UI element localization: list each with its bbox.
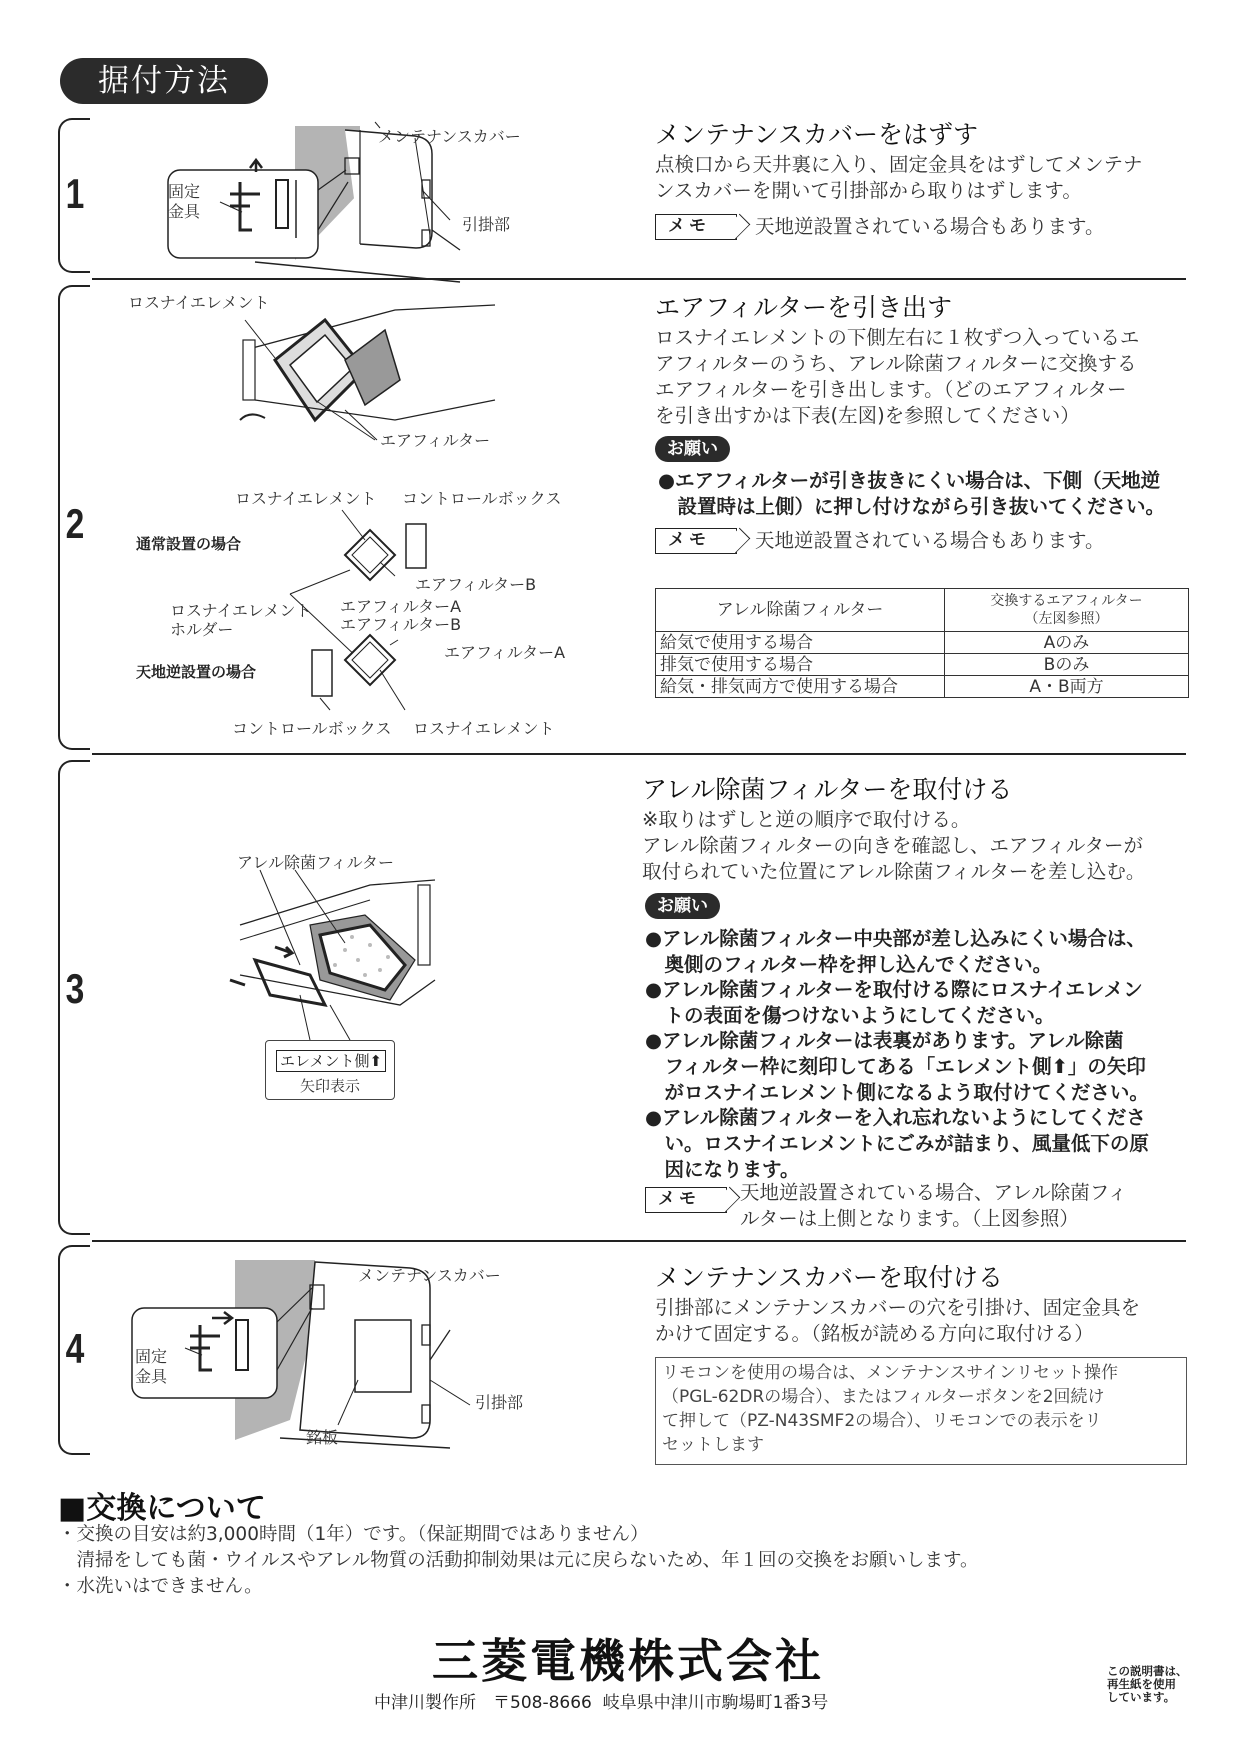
- table-row: [656, 676, 1189, 698]
- step-3-body: ※取りはずしと逆の順序で取付ける。 アレル除菌フィルターの向きを確認し、エアフィルターが 取付られていた位置にアレル除菌フィルターを差し込む。: [642, 808, 1146, 883]
- replacement-line: ・水洗いはできません。: [58, 1576, 263, 1597]
- label-lossnay-element-mid: ロスナイエレメント: [235, 489, 377, 508]
- label-air-filter-b-1: エアフィルターB: [415, 575, 537, 594]
- label-inverted-install: 天地逆設置の場合: [136, 663, 257, 681]
- label-allergen-filter: アレル除菌フィルター: [237, 853, 395, 872]
- step-1-body: 点検口から天井裏に入り、固定金具をはずしてメンテナ ンスカバーを開いて引掛部から取りはずします。: [655, 153, 1143, 202]
- table-cell: 給気・排気両方で使用する場合: [656, 676, 945, 698]
- filter-table: [655, 588, 1189, 698]
- step-1-title: メンテナンスカバーをはずす: [655, 120, 979, 149]
- table-row: [656, 632, 1189, 654]
- step-4-body: 引掛部にメンテナンスカバーの穴を引掛け、固定金具を かけて固定する。（銘板が読める方向に取付ける）: [655, 1296, 1141, 1345]
- label-air-filter-a-2: エアフィルターA: [444, 643, 566, 662]
- label-normal-install: 通常設置の場合: [136, 535, 242, 553]
- step-3-memo-text: 天地逆設置されている場合、アレル除菌フィ ルターは上側となります。（上図参照）: [740, 1181, 1128, 1230]
- table-header-cell: アレル除菌フィルター: [656, 589, 945, 632]
- step-3-onegai-item: ●アレル除菌フィルターを入れ忘れないようにしてくださ い。ロスナイエレメントにごみが詰まり、風量低下の原 因になります。: [645, 1106, 1149, 1181]
- step-3-onegai-item: ●アレル除菌フィルターは表裏があります。アレル除菌 フィルター枠に刻印してある「エレメント側⬆」の矢印 がロスナイエレメント側になるよう取付けてください。: [645, 1029, 1149, 1104]
- label-lossnay-element-top: ロスナイエレメント: [128, 293, 270, 312]
- label-arrow-mark: 矢印表示: [300, 1077, 361, 1095]
- label-maintenance-cover: メンテナンスカバー: [358, 1266, 501, 1285]
- table-cell: Bのみ: [945, 654, 1189, 676]
- step-4-title: メンテナンスカバーを取付ける: [655, 1263, 1004, 1292]
- recycled-paper-note: この説明書は、 再生紙を使用 しています。: [1107, 1664, 1188, 1704]
- table-cell: A・B両方: [945, 676, 1189, 698]
- table-row: [656, 654, 1189, 676]
- label-air-filter-b-2: エアフィルターB: [340, 615, 462, 634]
- label-hook: 引掛部: [462, 215, 511, 234]
- element-side-stamp: エレメント側⬆: [276, 1050, 386, 1072]
- step-2-memo-text: 天地逆設置されている場合もあります。: [755, 529, 1105, 552]
- table-cell: 排気で使用する場合: [656, 654, 945, 676]
- label-air-filter-top: エアフィルター: [380, 431, 491, 450]
- replacement-line: ・交換の目安は約3,000時間（1年）です。（保証期間ではありません）: [58, 1524, 649, 1545]
- factory-address: 中津川製作所 〒508-8666 岐阜県中津川市駒場町1番3号: [374, 1693, 829, 1713]
- label-element-holder: ロスナイエレメント ホルダー: [170, 601, 312, 639]
- label-control-box-bottom: コントロールボックス: [232, 719, 392, 738]
- step-3-number: 3: [65, 965, 85, 1012]
- step-2-onegai-badge: お願い: [655, 436, 730, 462]
- label-control-box-mid: コントロールボックス: [402, 489, 562, 508]
- step-2-body: ロスナイエレメントの下側左右に１枚ずつ入っているエ アフィルターのうち、アレル除菌フィルターに交換する エアフィルターを引き出します。（どのエアフィルター を引き出すかは下表(左図)を参照してください）: [655, 326, 1140, 427]
- label-lossnay-element-bottom: ロスナイエレメント: [413, 719, 555, 738]
- replacement-heading: ■交換について: [58, 1491, 266, 1526]
- step-3-memo-badge: メモ: [645, 1187, 727, 1213]
- step-4-figure: [130, 1260, 550, 1460]
- label-fixing-bracket: 固定 金具: [135, 1347, 168, 1386]
- section-title: 据付方法: [60, 58, 268, 104]
- table-header-row: [656, 589, 1189, 632]
- table-cell: 給気で使用する場合: [656, 632, 945, 654]
- step-3-onegai-item: ●アレル除菌フィルターを取付ける際にロスナイエレメン トの表面を傷つけないようにしてください。: [645, 978, 1143, 1027]
- remote-control-note: リモコンを使用の場合は、メンテナンスサインリセット操作 （PGL-62DRの場合）、またはフィルターボタンを2回続け て押して（PZ-N43SMF2の場合）、リモコンでの表示をリ セットします: [655, 1357, 1187, 1465]
- step-1-memo-text: 天地逆設置されている場合もあります。: [755, 215, 1105, 238]
- step-1-number: 1: [65, 170, 85, 217]
- step-3-onegai-item: ●アレル除菌フィルター中央部が差し込みにくい場合は、 奥側のフィルター枠を押し込んでください。: [645, 927, 1146, 976]
- step-3-title: アレル除菌フィルターを取付ける: [642, 775, 1013, 804]
- step-3-onegai-badge: お願い: [645, 893, 720, 919]
- step-2-memo-badge: メモ: [655, 528, 737, 554]
- divider: [92, 753, 1186, 755]
- table-header-cell: 交換するエアフィルター （左図参照）: [945, 589, 1189, 632]
- table-cell: Aのみ: [945, 632, 1189, 654]
- company-name: 三菱電機株式会社: [432, 1634, 824, 1688]
- label-nameplate: 銘板: [306, 1428, 339, 1447]
- step-2-title: エアフィルターを引き出す: [655, 293, 953, 322]
- label-maintenance-cover: メンテナンスカバー: [378, 127, 521, 146]
- step-2-onegai-item: ●エアフィルターが引き抜きにくい場合は、下側（天地逆 設置時は上側）に押し付けながら引き抜いてください。: [658, 469, 1166, 518]
- step-1-memo-badge: メモ: [655, 214, 737, 240]
- replacement-line: 清掃をしても菌・ウイルスやアレル物質の活動抑制効果は元に戻らないため、年１回の交換をお願いします。: [58, 1550, 979, 1571]
- divider: [92, 1240, 1186, 1242]
- step-2-number: 2: [65, 500, 85, 547]
- label-hook: 引掛部: [475, 1393, 524, 1412]
- label-air-filter-a-1: エアフィルターA: [340, 597, 462, 616]
- step-4-number: 4: [65, 1325, 85, 1372]
- label-fixing-bracket: 固定 金具: [168, 182, 201, 221]
